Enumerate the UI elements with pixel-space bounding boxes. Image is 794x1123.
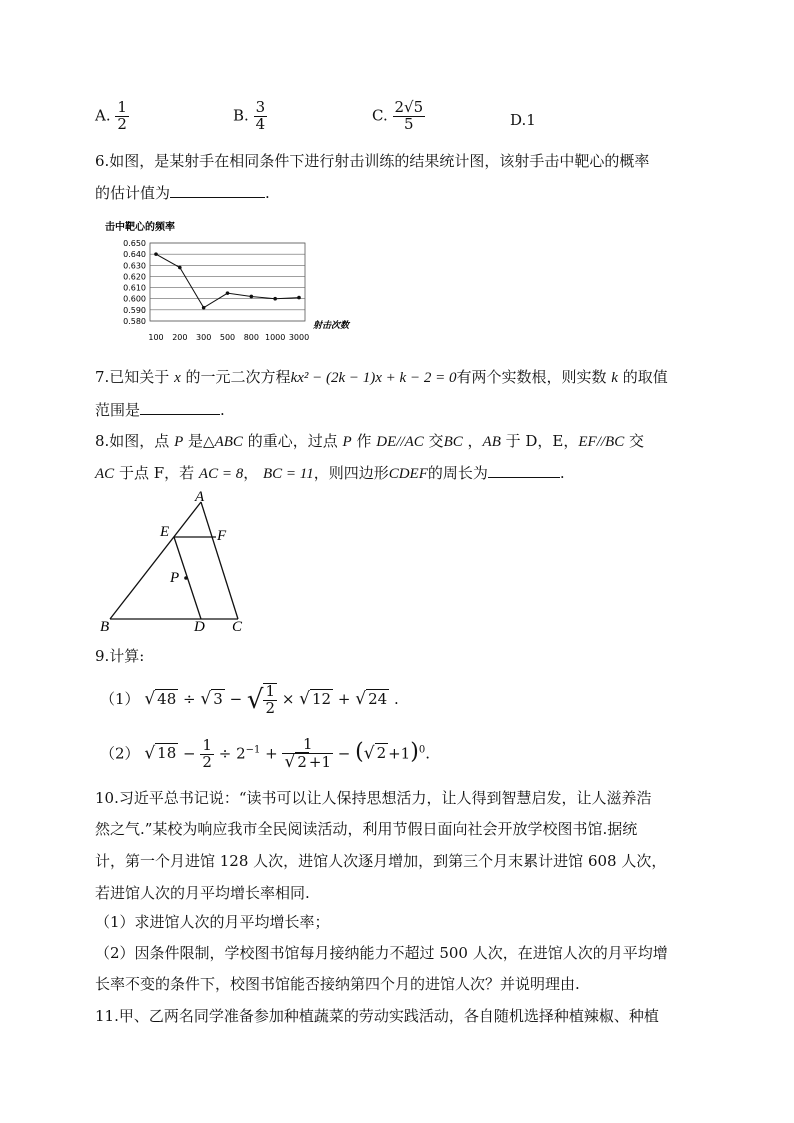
chart-y-ticks — [123, 239, 146, 326]
q10-line2: 然之气.”某校为响应我市全民阅读活动，利用节假日面向社会开放学校图书馆.据统 — [95, 820, 638, 838]
q11-line1: 11.甲、乙两名同学准备参加种植蔬菜的劳动实践活动，各自随机选择种植辣椒、种植 — [95, 1007, 659, 1025]
q6-line1: 6.如图，是某射手在相同条件下进行射击训练的结果统计图，该射手击中靶心的概率 — [95, 152, 650, 170]
q9-part2: （2） √ 18 − $\frac{1}{2}$ ÷ $2^{-1}$ + $\frac{1}{√ 2 +1}$ − (√ 2 +1)$^0$. — [100, 735, 430, 772]
chart-x-tick-label: 500 — [219, 333, 236, 342]
chart-x-tick-label: 100 — [148, 333, 164, 342]
point-p — [184, 576, 188, 580]
q9-p2-half: $\frac{1}{2}$ — [202, 736, 212, 771]
q9-title: 9.计算: — [95, 647, 145, 665]
q8-answer-blank[interactable] — [488, 463, 560, 478]
chart-y-tick-label: 0.600 — [123, 294, 146, 304]
chart-point — [154, 252, 158, 256]
q5-option-b-fraction: $\frac{3}{4}$ — [255, 98, 266, 133]
q8-line2: AC 于点 F，若 AC = 8， BC = 11，则四边形CDEF的周长为 . — [95, 464, 565, 482]
chart-point — [273, 297, 277, 301]
q5-option-b: B. $\frac{3}{4}$ — [233, 98, 266, 133]
chart-x-tick-label: 300 — [196, 333, 212, 342]
q6-frequency-chart — [95, 218, 370, 350]
q10-line1: 10.习近平总书记说：“读书可以让人保持思想活力，让人得到智慧启发，让人滋养浩 — [95, 789, 652, 807]
q7-line2: 范围是 . — [95, 401, 225, 419]
label-c: C — [232, 619, 243, 635]
q5-option-a-fraction: $\frac{1}{2}$ — [117, 98, 127, 133]
side-ac — [201, 502, 238, 619]
q10-sub1: （1）求进馆人次的月平均增长率； — [95, 913, 330, 931]
chart-point — [297, 296, 301, 300]
chart-y-tick-label: 0.610 — [123, 283, 146, 293]
chart-y-tick-label: 0.630 — [123, 261, 146, 271]
chart-point — [202, 306, 206, 310]
q6-answer-blank[interactable] — [170, 183, 265, 198]
q7-equation: kx² − (2k − 1)x + k − 2 = 0 — [290, 370, 457, 386]
q5-option-d: D.1 — [510, 111, 536, 129]
chart-point — [250, 295, 254, 299]
chart-x-tick-label: 3000 — [288, 333, 310, 342]
chart-grid — [150, 243, 305, 321]
chart-y-tick-label: 0.580 — [123, 317, 146, 326]
q10-sub2-line2: 长率不变的条件下，校图书馆能否接纳第四个月的进馆人次？并说明理由. — [95, 975, 580, 993]
q6-line2: 的估计值为 . — [95, 184, 270, 202]
q5-option-a: A. $\frac{1}{2}$ — [95, 98, 127, 133]
q10-line4: 若进馆人次的月平均增长率相同. — [95, 884, 310, 902]
q8-line1: 8.如图，点 P 是△ABC 的重心，过点 P 作 DE//AC 交BC ，AB 于 D，E，EF//BC 交 — [95, 432, 645, 450]
label-f: F — [217, 528, 227, 544]
chart-frame — [150, 243, 305, 321]
chart-x-tick-label: 800 — [243, 333, 259, 342]
q9-p1-fraction: $\frac{1}{2}$ — [265, 682, 276, 717]
label-b: B — [100, 619, 110, 635]
chart-y-tick-label: 0.640 — [123, 250, 146, 260]
label-a: A — [195, 489, 205, 505]
label-d: D — [194, 619, 205, 635]
q9-part1: （1） √ 48 ÷ √ 3 − √ $\frac{1}{2}$ × √ 12 + √ 24 . — [100, 682, 399, 717]
chart-x-ticks — [148, 333, 309, 342]
q10-sub2-line1: （2）因条件限制，学校图书馆每月接纳能力不超过 500 人次，在进馆人次的月平均增 — [95, 944, 668, 962]
q8-triangle-diagram — [90, 488, 260, 638]
q9-p2-fraction: $\frac{1}{√ 2 +1}$ — [284, 735, 331, 772]
chart-series-line — [156, 254, 299, 307]
label-e: E — [160, 524, 170, 540]
chart-x-label: 射击次数 — [313, 321, 350, 331]
q5-option-c: C. $\frac{2√5}{5}$ — [372, 98, 424, 133]
side-ab — [110, 502, 201, 619]
q7-line1: 7.已知关于 x 的一元二次方程kx² − (2k − 1)x + k − 2 = 0有两个实数根，则实数 k 的取值 — [95, 368, 668, 386]
q10-line3: 计，第一个月进馆 128 人次，进馆人次逐月增加，到第三个月末累计进馆 608 人次， — [95, 852, 667, 870]
q5-option-c-fraction: $\frac{2√5}{5}$ — [394, 98, 424, 133]
chart-point — [178, 266, 182, 270]
chart-y-tick-label: 0.590 — [123, 305, 146, 315]
chart-x-tick-label: 1000 — [264, 333, 286, 342]
chart-y-tick-label: 0.650 — [123, 239, 146, 248]
label-p: P — [170, 570, 180, 586]
chart-point — [226, 291, 230, 295]
chart-x-tick-label: 200 — [172, 333, 188, 342]
chart-series — [154, 252, 301, 309]
chart-title: 击中靶心的频率 — [105, 222, 175, 233]
chart-y-tick-label: 0.620 — [123, 272, 146, 282]
q7-answer-blank[interactable] — [140, 400, 220, 415]
